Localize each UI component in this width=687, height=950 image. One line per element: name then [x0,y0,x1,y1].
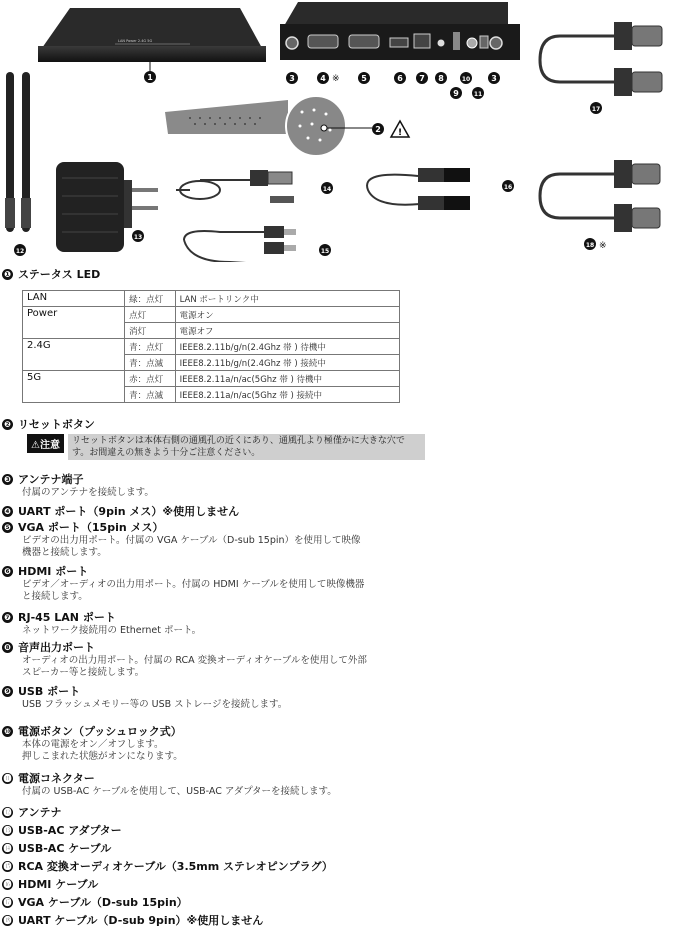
item-heading [2,723,183,739]
item-number: ⓲ [3,915,12,925]
hdmi-cable [367,175,420,205]
led-desc: IEEE8.2.11a/n/ac(5Ghz 帯 ) 待機中 [175,371,399,387]
reset-heading [2,416,95,432]
led-state: 赤：点灯 [125,371,175,387]
vga-cable [540,36,615,82]
reset-number: ❷ [2,419,13,430]
list-item [2,723,183,763]
svg-text:※: ※ [599,241,607,251]
item-title: VGA ケーブル（D-sub 15pin） [18,896,188,909]
svg-text:8: 8 [438,74,444,83]
item-description: 本体の電源をオン／オフします。 [22,739,164,750]
item-description: スピーカー等と接続します。 [22,667,145,678]
callout-2 [372,123,384,135]
item-heading [2,804,62,820]
item-description: オーディオの出力用ポート。付属の RCA 変換オーディオケーブルを使用して外部 [22,655,367,666]
svg-text:13: 13 [133,234,143,241]
caution-text: リセットボタンは本体右側の通風孔の近くにあり、通風孔より極僅かに大きな穴です。お間違えの無きよう十分ご注意ください。 [68,434,425,460]
item-heading [2,770,337,786]
item-description: と接続します。 [22,591,88,602]
led-state: 緑：点灯 [125,291,175,307]
led-table [22,290,400,403]
item-title: アンテナ [18,806,62,819]
device-back [280,2,520,60]
table-row [23,291,400,307]
item-title: USB-AC アダプター [18,824,122,837]
svg-text:18: 18 [585,242,595,249]
svg-text:6: 6 [397,74,403,83]
svg-text:※: ※ [332,74,340,84]
item-heading [2,876,98,892]
led-desc: IEEE8.2.11b/g/n(2.4Ghz 帯 ) 接続中 [175,355,399,371]
svg-text:7: 7 [419,74,425,83]
device-front [38,8,266,62]
item-description: ビデオの出力用ポート。付属の VGA ケーブル（D-sub 15pin）を使用して映像 [22,535,361,546]
item-number: ❼ [2,612,13,623]
item-heading [2,639,367,655]
item-title: UART ポート（9pin メス）※使用しません [18,505,240,518]
svg-text:17: 17 [591,106,601,113]
list-item [2,519,361,559]
item-title: VGA ポート（15pin メス） [18,521,164,534]
svg-text:2: 2 [375,125,381,134]
list-item [2,840,111,856]
table-row [23,371,400,387]
led-desc: LAN ポートリンク中 [175,291,399,307]
item-title: HDMI ケーブル [18,878,99,891]
item-number: ⓭ [3,825,12,835]
item-title: RJ-45 LAN ポート [18,611,116,624]
item-heading [2,822,122,838]
product-illustration [0,0,687,262]
item-number: ⓬ [3,807,12,817]
caution-box [27,434,425,460]
item-number: ❺ [2,522,13,533]
item-description: 付属のアンテナを接続します。 [22,487,154,498]
item-title: USB ポート [18,685,81,698]
table-row [23,307,400,323]
led-desc: IEEE8.2.11b/g/n(2.4Ghz 帯 ) 待機中 [175,339,399,355]
item-number: ⓱ [3,897,12,907]
item-heading [2,519,361,535]
led-name: Power [23,307,125,339]
list-item [2,563,364,603]
item-description: ビデオ／オーディオの出力用ポート。付属の HDMI ケーブルを使用して映像機器 [22,579,365,590]
item-title: RCA 変換オーディオケーブル（3.5mm ステレオピンプラグ） [18,860,333,873]
item-description: 機器と接続します。 [22,547,107,558]
item-number: ⓮ [3,843,12,853]
led-desc: 電源オフ [175,323,399,339]
list-item [2,471,154,499]
led-state: 青：点滅 [125,387,175,403]
item-heading [2,894,188,910]
usb-ac-cable [176,180,250,199]
list-item [2,609,201,637]
item-heading [2,471,154,487]
led-number: ❶ [2,269,13,280]
item-title: アンテナ端子 [18,473,84,486]
item-description: USB フラッシュメモリー等の USB ストレージを接続します。 [22,699,288,710]
item-description: 押しこまれた状態がオンになります。 [22,751,183,762]
item-number: ❿ [2,726,13,737]
item-heading [2,609,201,625]
item-heading [2,683,287,699]
list-item [2,912,263,928]
list-item [2,804,62,820]
led-desc: 電源オン [175,307,399,323]
led-state: 点灯 [125,307,175,323]
rca-cable [184,231,264,262]
item-title: 電源ボタン（プッシュロック式） [18,725,182,738]
svg-text:LAN Power 2.4G 5G: LAN Power 2.4G 5G [118,39,153,43]
item-title: HDMI ポート [18,565,89,578]
item-number: ❹ [2,506,13,517]
svg-text:!: ! [397,128,403,138]
svg-text:3: 3 [289,74,295,83]
item-number: ⓯ [3,861,12,871]
svg-text:9: 9 [453,89,459,98]
svg-text:1: 1 [147,73,153,82]
item-title: USB-AC ケーブル [18,842,112,855]
antennas [5,72,31,232]
svg-text:16: 16 [503,184,513,191]
list-item [2,858,333,874]
item-number: ❾ [2,686,13,697]
item-description: 付属の USB-AC ケーブルを使用して、USB-AC アダプターを接続します。 [22,786,337,797]
led-desc: IEEE8.2.11a/n/ac(5Ghz 帯 ) 接続中 [175,387,399,403]
led-name: LAN [23,291,125,307]
svg-text:5: 5 [361,74,367,83]
item-number: ❸ [2,474,13,485]
led-state: 消灯 [125,323,175,339]
caution-badge: ⚠注意 [27,434,64,453]
back-callouts [286,72,500,99]
led-name: 5G [23,371,125,403]
list-item [2,503,239,519]
device-side-vents [165,96,346,156]
callout-1 [144,71,156,83]
led-state: 青：点灯 [125,339,175,355]
item-heading [2,840,111,856]
item-description: ネットワーク接続用の Ethernet ポート。 [22,625,202,636]
list-item [2,822,122,838]
led-state: 青：点滅 [125,355,175,371]
uart-cable [540,174,615,218]
item-heading [2,563,364,579]
svg-text:12: 12 [15,248,25,255]
item-heading [2,503,239,519]
item-number: ❻ [2,566,13,577]
led-heading [2,266,100,282]
item-number: ❽ [2,642,13,653]
item-number: ⓰ [3,879,12,889]
list-item [2,683,287,711]
list-item [2,639,367,679]
item-heading [2,858,333,874]
svg-text:10: 10 [461,76,471,83]
item-title: UART ケーブル（D-sub 9pin）※使用しません [18,914,264,927]
list-item [2,876,98,892]
item-title: 電源コネクター [18,772,95,785]
warning-triangle-icon [391,121,409,138]
item-heading [2,912,263,928]
list-item [2,770,337,798]
svg-text:15: 15 [320,248,330,255]
list-item [2,894,188,910]
svg-text:11: 11 [473,91,483,98]
svg-text:3: 3 [491,74,497,83]
svg-text:14: 14 [322,186,332,193]
svg-text:4: 4 [320,74,326,83]
led-title: ステータス LED [18,268,101,281]
table-row [23,339,400,355]
item-number: ⓫ [3,773,12,783]
item-title: 音声出力ポート [18,641,95,654]
reset-title: リセットボタン [18,418,95,431]
led-name: 2.4G [23,339,125,371]
